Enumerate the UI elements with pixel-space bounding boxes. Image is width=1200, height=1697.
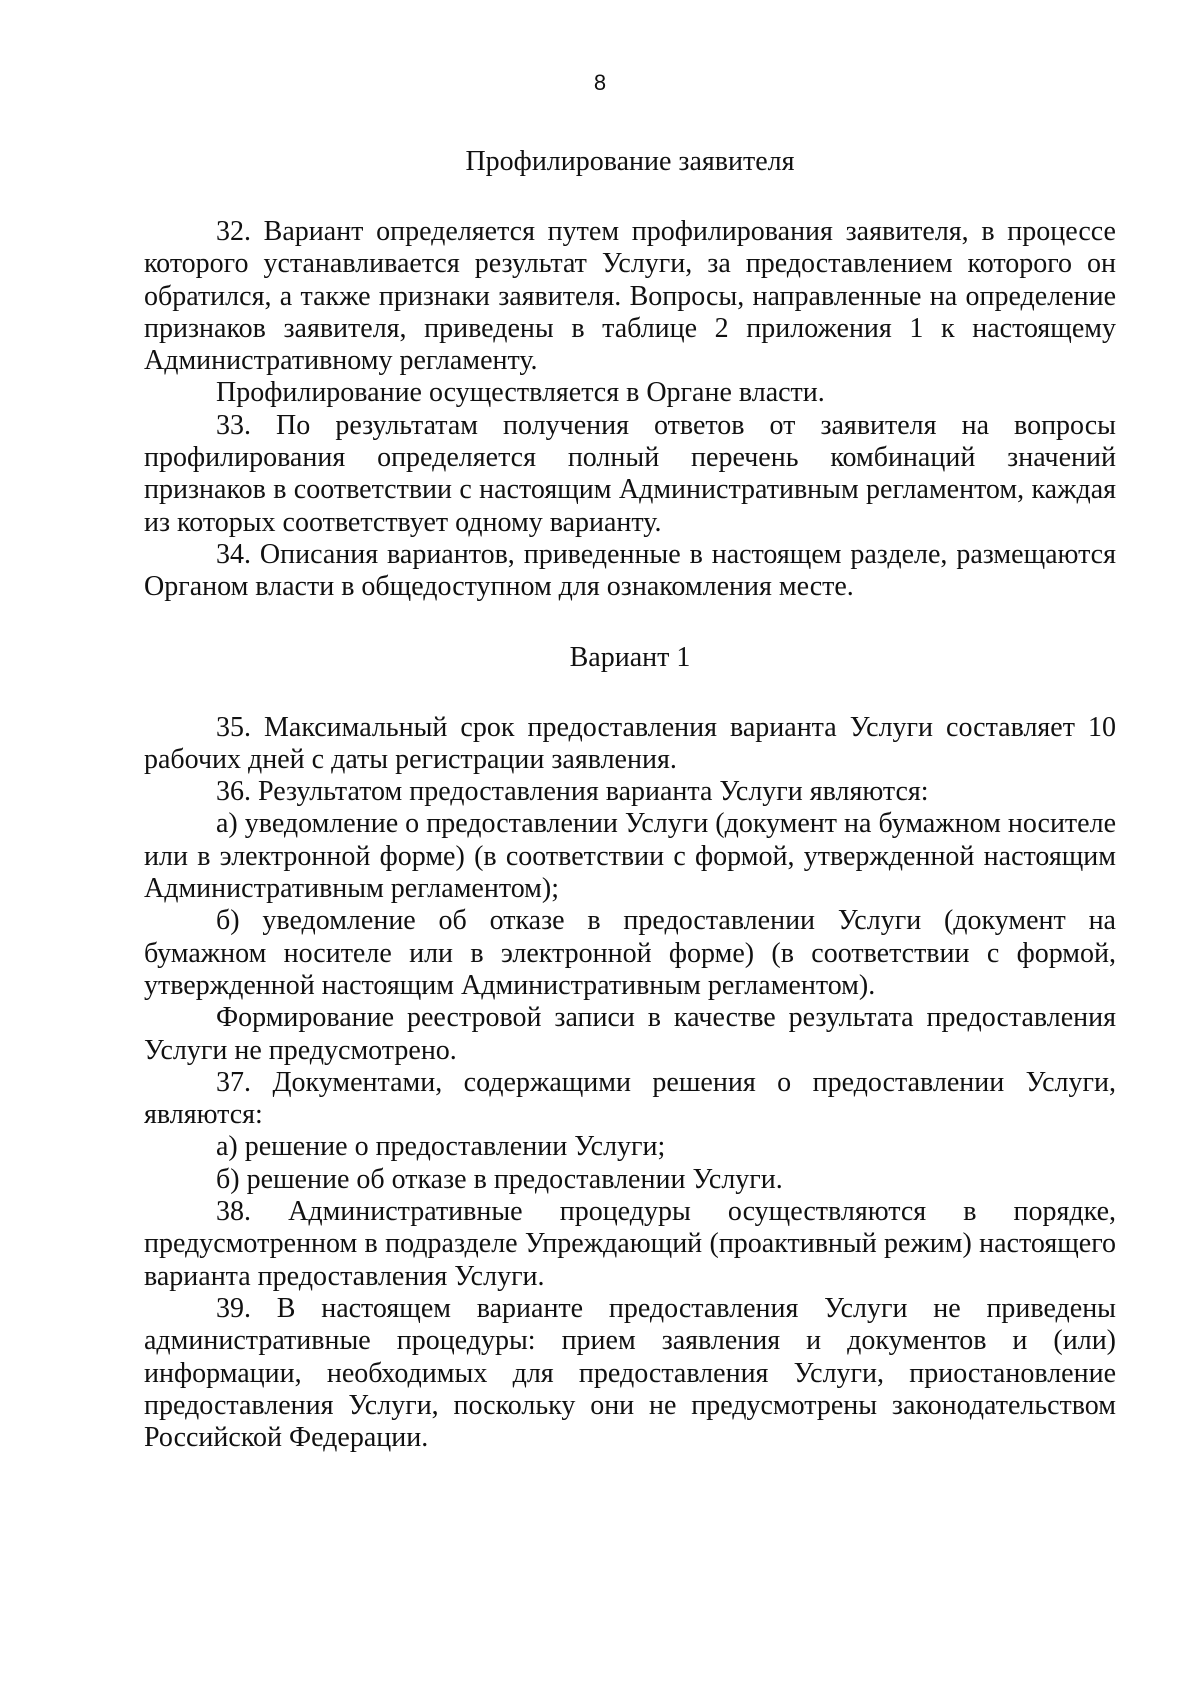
paragraph-38: 38. Административные процедуры осуществляются в порядке, предусмотренном в подразделе Упреждающий (проактивный режим) настоящего варианта предоставления Услуги. <box>144 1196 1116 1292</box>
paragraph-35: 35. Максимальный срок предоставления варианта Услуги составляет 10 рабочих дней с даты регистрации заявления. <box>144 711 1116 775</box>
paragraph-37-b: б) решение об отказе в предоставлении Услуги. <box>216 1163 783 1195</box>
paragraph-32: 32. Вариант определяется путем профилирования заявителя, в процессе которого устанавливается результат Услуги, за предоставлением которого он обратился, а также признаки заявителя. Вопросы, направленные на определение признаков заявителя, приведены в таблице 2 приложения 1 к настоящему Административному регламенту. <box>144 216 1116 377</box>
paragraph-37: 37. Документами, содержащими решения о предоставлении Услуги, являются: <box>144 1066 1116 1131</box>
section-heading-profiling: Профилирование заявителя <box>465 146 795 177</box>
document-body <box>144 146 1116 1454</box>
paragraph-37-a: а) решение о предоставлении Услуги; <box>216 1131 666 1163</box>
paragraph-profiling-authority: Профилирование осуществляется в Органе власти. <box>216 377 825 409</box>
paragraph-36: 36. Результатом предоставления варианта Услуги являются: <box>216 776 929 808</box>
paragraph-39: 39. В настоящем варианте предоставления Услуги не приведены административные процедуры: прием заявления и документов и (или) информации, необходимых для предоставления Услуги, приостановление предоставления Услуги, поскольку они не предусмотрены законодательством Российской Федерации. <box>144 1292 1116 1454</box>
paragraph-36-a: а) уведомление о предоставлении Услуги (документ на бумажном носителе или в электронной форме) (в соответствии с формой, утвержденной настоящим Административным регламентом); <box>144 808 1116 905</box>
paragraph-34: 34. Описания вариантов, приведенные в настоящем разделе, размещаются Органом власти в общедоступном для ознакомления месте. <box>144 538 1116 603</box>
paragraph-36-b: б) уведомление об отказе в предоставлении Услуги (документ на бумажном носителе или в электронной форме) (в соответствии с формой, утвержденной настоящим Административным регламентом). <box>144 905 1116 1001</box>
paragraph-33: 33. По результатам получения ответов от заявителя на вопросы профилирования определяется полный перечень комбинаций значений признаков в соответствии с настоящим Административным регламентом, каждая из которых соответствует одному варианту. <box>144 409 1116 538</box>
section-heading-variant-1: Вариант 1 <box>569 641 691 673</box>
page-number: 8 <box>593 70 607 95</box>
paragraph-registry-record: Формирование реестровой записи в качестве результата предоставления Услуги не предусмотрено. <box>144 1002 1116 1066</box>
